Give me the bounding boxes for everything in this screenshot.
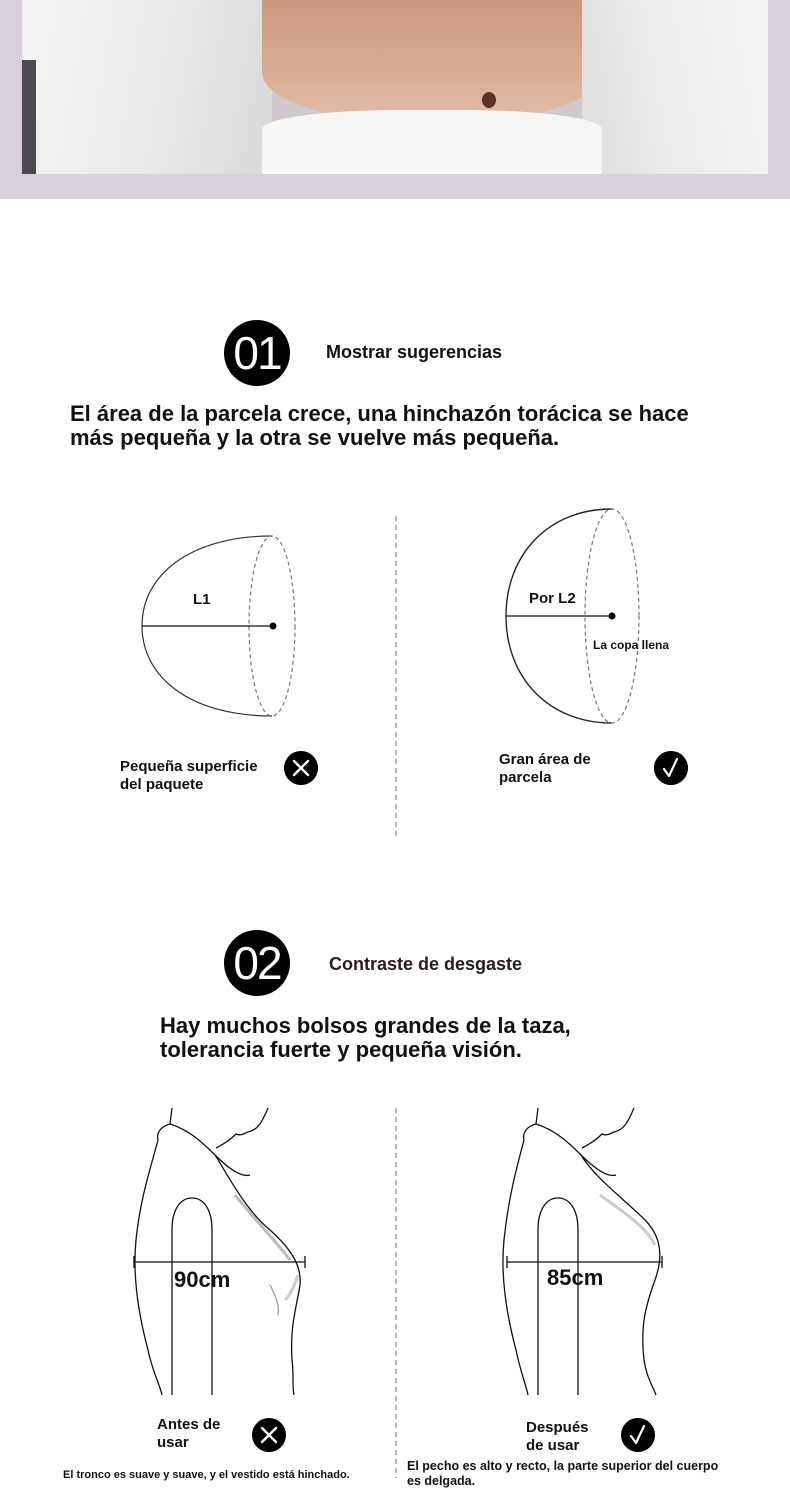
after-note-line1: El pecho es alto y recto, la parte superior del cuerpo — [407, 1459, 719, 1473]
full-cup-caption-line2: parcela — [499, 769, 552, 786]
section-1-subtitle: Mostrar sugerencias — [326, 342, 503, 362]
after-note-line2: es delgada. — [407, 1474, 476, 1488]
small-cup-caption — [120, 758, 258, 794]
section-2-number: 02 — [224, 930, 290, 996]
full-cup-caption — [499, 751, 591, 787]
abdomen — [262, 0, 602, 120]
cup-diagrams — [0, 500, 790, 840]
section-1-headline-line2: más pequeña y la otra se vuelve más pequeña. — [70, 425, 560, 450]
before-caption — [157, 1416, 220, 1452]
section-1-headline-line1: El área de la parcela crece, una hinchazón torácica se hace — [70, 401, 689, 426]
white-pants — [262, 110, 602, 174]
before-caption-line2: usar — [157, 1434, 189, 1451]
navel — [482, 92, 496, 108]
l1-dot — [270, 623, 277, 630]
after-caption-line2: de usar — [526, 1437, 580, 1454]
cross-icon — [284, 751, 318, 785]
before-note: El tronco es suave y suave, y el vestido está hinchado. — [63, 1469, 350, 1481]
section-1-headline — [70, 402, 750, 450]
measurement-after: 85cm — [547, 1265, 604, 1290]
torso-photo — [22, 0, 768, 174]
figure-after — [503, 1108, 660, 1395]
shirt-right-panel — [582, 0, 768, 174]
after-caption-line1: Después — [526, 1419, 589, 1436]
check-icon — [654, 751, 688, 785]
after-note — [407, 1459, 718, 1489]
section-2-headline-line2: tolerancia fuerte y pequeña visión. — [160, 1037, 522, 1062]
body-diagrams — [0, 1100, 790, 1480]
figure-before — [135, 1108, 300, 1395]
background-shadow — [22, 60, 36, 174]
small-cup-caption-line2: del paquete — [120, 776, 204, 793]
section-2-headline — [160, 1014, 720, 1062]
l1-label: L1 — [193, 591, 211, 608]
full-cup-caption-line1: Gran área de — [499, 751, 591, 768]
l2-dot — [609, 613, 616, 620]
after-caption — [526, 1419, 589, 1455]
small-cup-caption-line1: Pequeña superficie — [120, 758, 258, 775]
shirt-left-panel — [22, 0, 272, 174]
section-2-headline-line1: Hay muchos bolsos grandes de la taza, — [160, 1013, 571, 1038]
cross-icon — [252, 1418, 286, 1452]
before-caption-line1: Antes de — [157, 1416, 221, 1433]
measurement-before: 90cm — [174, 1267, 231, 1292]
check-icon — [621, 1418, 655, 1452]
cup-full-label: La copa llena — [593, 638, 670, 652]
section-2-subtitle: Contraste de desgaste — [329, 954, 523, 974]
l2-label: Por L2 — [529, 590, 576, 607]
section-1-number: 01 — [224, 320, 290, 386]
